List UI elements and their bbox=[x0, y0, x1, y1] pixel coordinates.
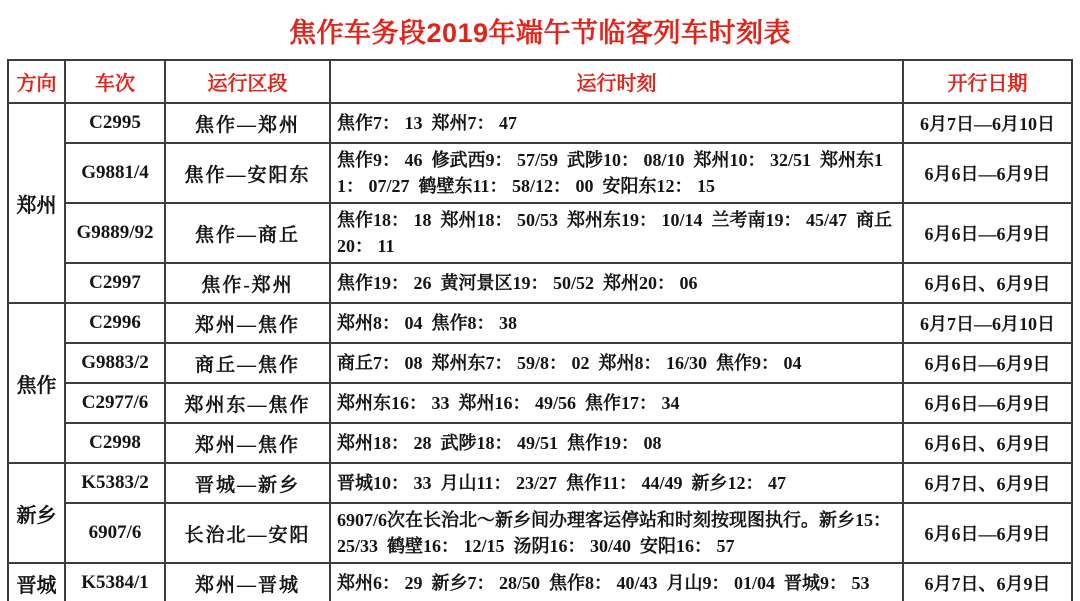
times-cell: 晋城10： 33 月山11： 23/27 焦作11： 44/49 新乡12： 47 bbox=[330, 463, 903, 503]
section-cell: 长治北—安阳 bbox=[165, 503, 330, 563]
train-number-cell: G9881/4 bbox=[65, 143, 165, 203]
direction-cell-xinxiang: 新乡 bbox=[8, 463, 65, 563]
train-number-cell: C2997 bbox=[65, 263, 165, 303]
times-cell: 商丘7： 08 郑州东7： 59/8： 02 郑州8： 16/30 焦作9： 04 bbox=[330, 343, 903, 383]
times-cell: 郑州6： 29 新乡7： 28/50 焦作8： 40/43 月山9： 01/04 晋城9： 53 bbox=[330, 563, 903, 601]
train-number-cell: C2998 bbox=[65, 423, 165, 463]
section-cell: 焦作—商丘 bbox=[165, 203, 330, 263]
timetable-row bbox=[8, 563, 1072, 601]
header-direction: 方向 bbox=[8, 60, 65, 103]
timetable-row bbox=[8, 203, 1072, 263]
times-cell: 焦作19： 26 黄河景区19： 50/52 郑州20： 06 bbox=[330, 263, 903, 303]
timetable-row bbox=[8, 423, 1072, 463]
timetable-table bbox=[7, 59, 1073, 601]
timetable-row bbox=[8, 383, 1072, 423]
section-cell: 焦作-郑州 bbox=[165, 263, 330, 303]
section-cell: 焦作—郑州 bbox=[165, 103, 330, 143]
train-number-cell: C2996 bbox=[65, 303, 165, 343]
times-cell: 焦作9： 46 修武西9： 57/59 武陟10： 08/10 郑州10： 32/51 郑州东11： 07/27 鹤壁东11： 58/12： 00 安阳东12： 15 bbox=[330, 143, 903, 203]
dates-cell: 6月7日—6月10日 bbox=[903, 303, 1072, 343]
section-cell: 商丘—焦作 bbox=[165, 343, 330, 383]
dates-cell: 6月7日、6月9日 bbox=[903, 563, 1072, 601]
train-number-cell: C2995 bbox=[65, 103, 165, 143]
train-number-cell: 6907/6 bbox=[65, 503, 165, 563]
times-cell: 焦作7： 13 郑州7： 47 bbox=[330, 103, 903, 143]
section-cell: 焦作—安阳东 bbox=[165, 143, 330, 203]
direction-cell-jincheng: 晋城 bbox=[8, 563, 65, 601]
times-cell: 焦作18： 18 郑州18： 50/53 郑州东19： 10/14 兰考南19： 45/47 商丘20： 11 bbox=[330, 203, 903, 263]
times-cell: 郑州东16： 33 郑州16： 49/56 焦作17： 34 bbox=[330, 383, 903, 423]
header-train: 车次 bbox=[65, 60, 165, 103]
section-cell: 郑州—晋城 bbox=[165, 563, 330, 601]
timetable-row bbox=[8, 303, 1072, 343]
times-cell: 6907/6次在长治北～新乡间办理客运停站和时刻按现图执行。新乡15： 25/33 鹤壁16： 12/15 汤阴16： 30/40 安阳16： 57 bbox=[330, 503, 903, 563]
dates-cell: 6月6日、6月9日 bbox=[903, 263, 1072, 303]
dates-cell: 6月6日—6月9日 bbox=[903, 143, 1072, 203]
header-times: 运行时刻 bbox=[330, 60, 903, 103]
header-dates: 开行日期 bbox=[903, 60, 1072, 103]
dates-cell: 6月7日—6月10日 bbox=[903, 103, 1072, 143]
header-row bbox=[8, 60, 1072, 103]
timetable-row bbox=[8, 143, 1072, 203]
times-cell: 郑州8： 04 焦作8： 38 bbox=[330, 303, 903, 343]
dates-cell: 6月6日—6月9日 bbox=[903, 383, 1072, 423]
timetable-row bbox=[8, 343, 1072, 383]
page-title: 焦作车务段2019年端午节临客列车时刻表 bbox=[288, 18, 792, 48]
train-number-cell: G9889/92 bbox=[65, 203, 165, 263]
section-cell: 晋城—新乡 bbox=[165, 463, 330, 503]
dates-cell: 6月6日—6月9日 bbox=[903, 503, 1072, 563]
timetable-row bbox=[8, 503, 1072, 563]
dates-cell: 6月7日、6月9日 bbox=[903, 463, 1072, 503]
train-number-cell: G9883/2 bbox=[65, 343, 165, 383]
timetable-row bbox=[8, 463, 1072, 503]
train-number-cell: K5384/1 bbox=[65, 563, 165, 601]
timetable-row bbox=[8, 103, 1072, 143]
train-number-cell: K5383/2 bbox=[65, 463, 165, 503]
times-cell: 郑州18： 28 武陟18： 49/51 焦作19： 08 bbox=[330, 423, 903, 463]
dates-cell: 6月6日—6月9日 bbox=[903, 343, 1072, 383]
header-section: 运行区段 bbox=[165, 60, 330, 103]
section-cell: 郑州东—焦作 bbox=[165, 383, 330, 423]
dates-cell: 6月6日、6月9日 bbox=[903, 423, 1072, 463]
direction-cell-jiaozuo: 焦作 bbox=[8, 303, 65, 463]
dates-cell: 6月6日—6月9日 bbox=[903, 203, 1072, 263]
direction-cell-zhengzhou: 郑州 bbox=[8, 103, 65, 303]
section-cell: 郑州—焦作 bbox=[165, 423, 330, 463]
train-number-cell: C2977/6 bbox=[65, 383, 165, 423]
section-cell: 郑州—焦作 bbox=[165, 303, 330, 343]
timetable-row bbox=[8, 263, 1072, 303]
